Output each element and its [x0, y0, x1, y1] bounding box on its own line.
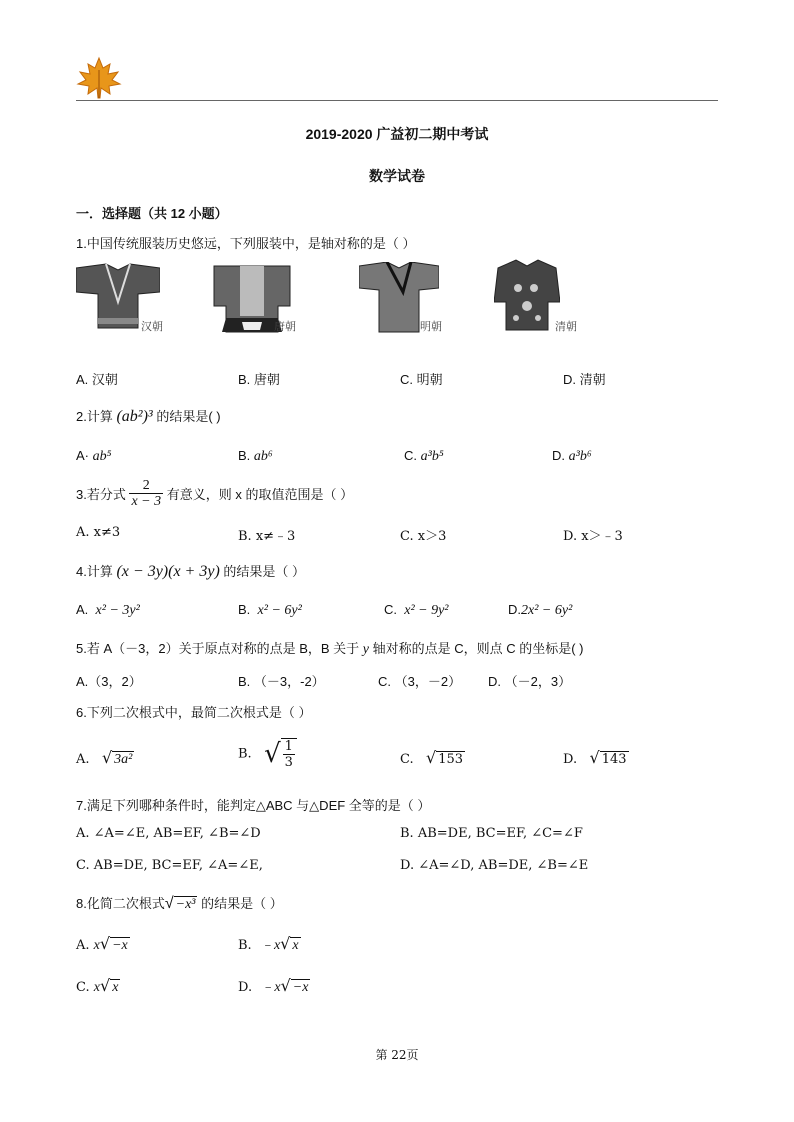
q4-option-d[interactable]: D.2x² − 6y² [508, 602, 573, 618]
question-1-stem: 1.中国传统服装历史悠远，下列服装中，是轴对称的是（ ） [76, 236, 416, 251]
q4-option-c[interactable]: C. x² − 9y² [384, 602, 449, 618]
q8-option-d[interactable]: D. ﹣x√ −x [238, 976, 309, 995]
q2-option-b[interactable]: B. ab⁶ [238, 448, 273, 464]
q4-expression: (x − 3y)(x + 3y) [116, 563, 220, 580]
page-number: 第 22页 [375, 1048, 419, 1062]
q3-option-b[interactable]: B. x≠﹣3 [238, 529, 296, 544]
q6-option-a[interactable]: A. √ 3a² [76, 748, 133, 767]
caption-ming: 明朝 [420, 320, 442, 333]
q2-option-d[interactable]: D. a³b⁶ [552, 448, 592, 464]
q7-option-a[interactable]: A. ∠A=∠E, AB=EF, ∠B=∠D [76, 826, 261, 841]
q2-expression: (ab²)³ [116, 408, 153, 425]
q3-option-a[interactable]: A. x≠3 [76, 525, 121, 540]
q1-option-d[interactable]: D. 清朝 [563, 372, 606, 387]
question-3-stem: 3.若分式 $\frac{2}{x - 3}$ 有意义，则 x 的取值范围是（ ） [76, 478, 354, 509]
q5-option-b[interactable]: B. （－3，-2） [238, 674, 325, 689]
maple-leaf-icon [76, 56, 122, 100]
q7-option-b[interactable]: B. AB=DE, BC=EF, ∠C=∠F [400, 826, 583, 841]
q6-option-b[interactable]: B. √ $\frac{1}{3}$ [238, 738, 297, 770]
q5-option-a[interactable]: A.（3，2） [76, 674, 142, 689]
q4-option-a[interactable]: A. x² − 3y² [76, 602, 140, 618]
question-8-stem: 8.化简二次根式√ −x³ 的结果是（ ） [76, 895, 283, 912]
exam-subtitle: 数学试卷 [369, 168, 425, 184]
caption-han: 汉朝 [141, 320, 163, 333]
q8-option-b[interactable]: B. ﹣x√ x [238, 934, 299, 953]
q8-option-c[interactable]: C. x√ x [76, 976, 119, 995]
question-5-stem: 5.若 A（－3，2）关于原点对称的点是 B，B 关于 y 轴对称的点是 C，则点 C 的坐标是( ) [76, 641, 584, 657]
q1-option-c[interactable]: C. 明朝 [400, 372, 443, 387]
q6-option-d[interactable]: D. √ 143 [563, 748, 627, 767]
q3-fraction: $\frac{2}{x - 3}$ [131, 478, 162, 509]
question-2-stem: 2.计算 (ab²)³ 的结果是( ) [76, 408, 221, 425]
qing-robe-image [494, 258, 560, 336]
q8-option-a[interactable]: A. x√ −x [76, 934, 128, 953]
q5-option-c[interactable]: C. （3，－2） [378, 674, 462, 689]
caption-tang: 唐朝 [274, 320, 296, 333]
q2-option-a[interactable]: A· ab⁵ [76, 448, 112, 464]
question-7-stem: 7.满足下列哪种条件时，能判定△ABC 与△DEF 全等的是（ ） [76, 798, 431, 813]
question-4-stem: 4.计算 (x − 3y)(x + 3y) 的结果是（ ） [76, 563, 306, 580]
caption-qing: 清朝 [555, 320, 577, 333]
q4-option-b[interactable]: B. x² − 6y² [238, 602, 302, 618]
question-6-stem: 6.下列二次根式中，最简二次根式是（ ） [76, 705, 312, 720]
q2-option-c[interactable]: C. a³b⁵ [404, 448, 444, 464]
q6-option-c[interactable]: C. √ 153 [400, 748, 464, 767]
q1-option-a[interactable]: A. 汉朝 [76, 372, 118, 387]
section-heading: 一．选择题（共 12 小题） [76, 206, 228, 221]
q7-option-c[interactable]: C. AB=DE, BC=EF, ∠A=∠E, [76, 858, 263, 873]
q5-option-d[interactable]: D. （－2，3） [488, 674, 572, 689]
q7-option-d[interactable]: D. ∠A=∠D, AB=DE, ∠B=∠E [400, 858, 589, 873]
q3-option-c[interactable]: C. x＞3 [400, 529, 447, 544]
q3-option-d[interactable]: D. x＞﹣3 [563, 529, 623, 544]
exam-title: 2019-2020 广益初二期中考试 [305, 126, 489, 142]
q1-option-b[interactable]: B. 唐朝 [238, 372, 280, 387]
header-divider [76, 100, 718, 101]
